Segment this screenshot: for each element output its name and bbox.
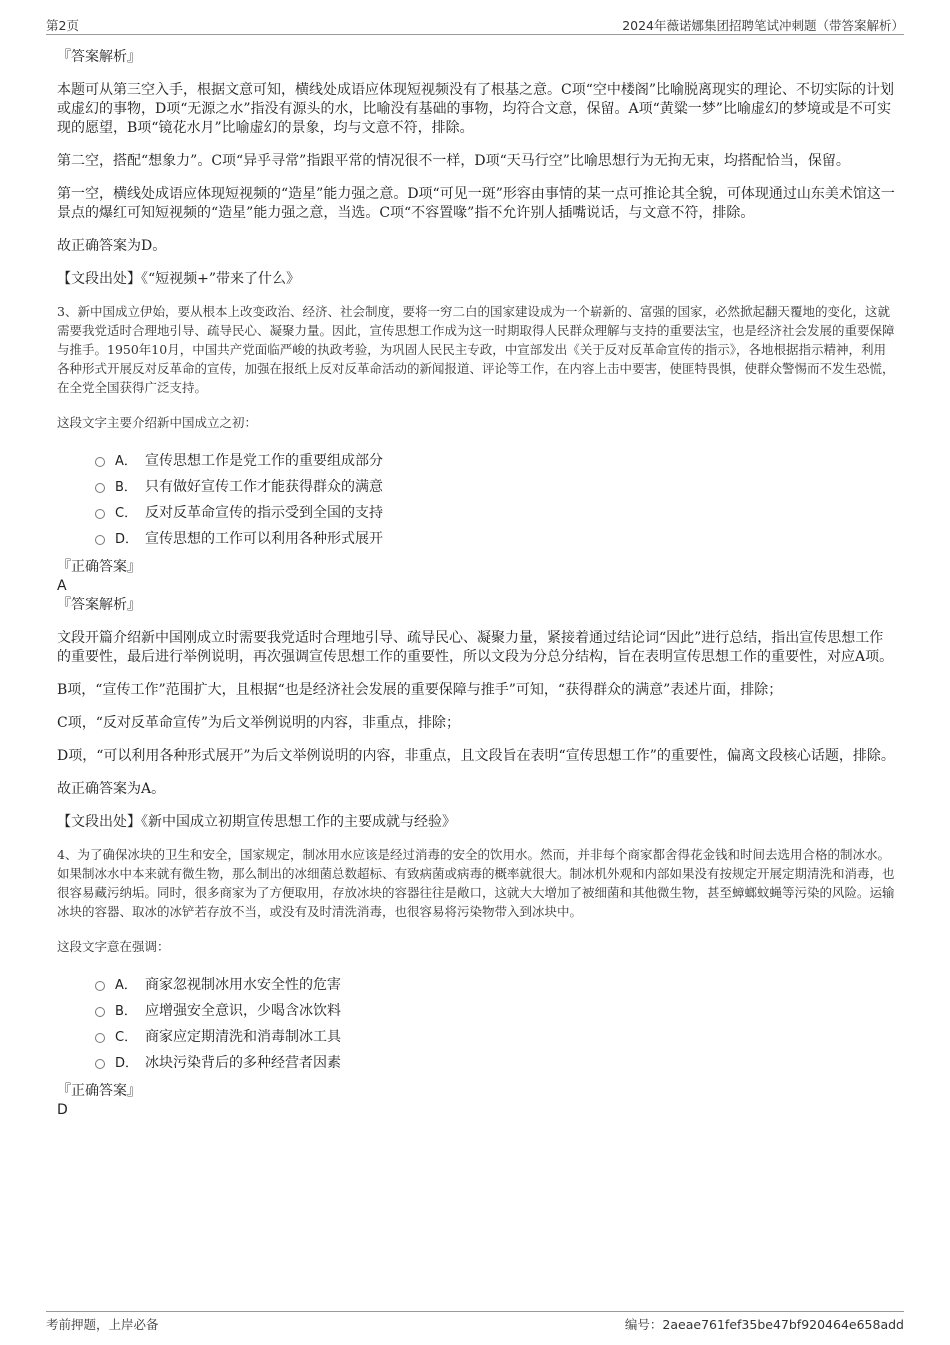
q3-analysis-label: 『答案解析』 bbox=[57, 597, 141, 613]
q3-analysis-para4: D项，“可以利用各种形式展开”为后文举例说明的内容，非重点，且文段旨在表明“宣传思想工作”的重要性，偏离文段核心话题，排除。 bbox=[57, 748, 895, 764]
page-header bbox=[46, 14, 904, 35]
footer-slogan: 考前押题，上岸必备 bbox=[46, 1317, 159, 1332]
radio-icon[interactable] bbox=[95, 535, 105, 545]
page-footer bbox=[46, 1311, 904, 1336]
q3-analysis-para2: B项，“宣传工作”范围扩大，且根据“也是经济社会发展的重要保障与推手”可知，“获得群众的满意”表述片面，排除； bbox=[57, 682, 783, 698]
q2-source: 【文段出处】《“短视频+”带来了什么》 bbox=[57, 271, 301, 287]
radio-icon[interactable] bbox=[95, 1059, 105, 1069]
document-id: 编号：2aeae761fef35be47bf920464e658add bbox=[624, 1317, 904, 1332]
page-number: 第2页 bbox=[46, 18, 79, 33]
q3-option-d[interactable]: D． 宣传思想的工作可以利用各种形式展开 bbox=[95, 526, 895, 552]
q4-options bbox=[95, 972, 895, 1076]
q3-option-c[interactable]: C． 反对反革命宣传的指示受到全国的支持 bbox=[95, 500, 895, 526]
q3-answer: A bbox=[57, 578, 67, 594]
radio-icon[interactable] bbox=[95, 509, 105, 519]
radio-icon[interactable] bbox=[95, 1033, 105, 1043]
q4-answer: D bbox=[57, 1102, 68, 1118]
q3-option-b[interactable]: B． 只有做好宣传工作才能获得群众的满意 bbox=[95, 474, 895, 500]
q4-option-c[interactable]: C． 商家应定期清洗和消毒制冰工具 bbox=[95, 1024, 895, 1050]
q4-passage: 4、为了确保冰块的卫生和安全，国家规定，制冰用水应该是经过消毒的安全的饮用水。然而，并非每个商家都舍得花金钱和时间去选用合格的制冰水。如果制冰水中本来就有微生物，那么制出的冰细菌总数超标、有致病菌或病毒的概率就很大。制冰机外观和内部如果没有按规定开展定期清洗和消毒，也很容易藏污纳垢。同时，很多商家为了方便取用，存放冰块的容器往往是敞口，这就大大增加了被细菌和其他微生物，甚至蟑螂蚊蝇等污染的风险。运输冰块的容器、取冰的冰铲若存放不当，或没有及时清洗消毒，也很容易将污染物带入到冰块中。 bbox=[57, 847, 895, 919]
q3-analysis-para1: 文段开篇介绍新中国刚成立时需要我党适时合理地引导、疏导民心、凝聚力量，紧接着通过结论词“因此”进行总结，指出宣传思想工作的重要性，最后进行举例说明，再次强调宣传思想工作的重要性，所以文段为分总分结构，旨在表明宣传思想工作的重要性，对应A项。 bbox=[57, 630, 894, 665]
q4-option-a[interactable]: A． 商家忽视制冰用水安全性的危害 bbox=[95, 972, 895, 998]
q3-source: 【文段出处】《新中国成立初期宣传思想工作的主要成就与经验》 bbox=[57, 814, 456, 830]
q3-conclusion: 故正确答案为A。 bbox=[57, 781, 166, 797]
q2-analysis-para1: 本题可从第三空入手，根据文意可知，横线处成语应体现短视频没有了根基之意。C项“空中楼阁”比喻脱离现实的理论、不切实际的计划或虚幻的事物，D项“无源之水”指没有源头的水，比喻没有基础的事物，均符合文意，保留。A项“黄粱一梦”比喻虚幻的梦境或是不可实现的愿望，B项“镜花水月”比喻虚幻的景象，均与文意不符，排除。 bbox=[57, 82, 895, 136]
q2-analysis-label: 『答案解析』 bbox=[57, 49, 141, 65]
q3-answer-label: 『正确答案』 bbox=[57, 559, 141, 575]
q3-options bbox=[95, 448, 895, 552]
radio-icon[interactable] bbox=[95, 1007, 105, 1017]
document-body bbox=[57, 48, 895, 1120]
document-title: 2024年薇诺娜集团招聘笔试冲刺题（带答案解析） bbox=[622, 18, 904, 33]
radio-icon[interactable] bbox=[95, 457, 105, 467]
radio-icon[interactable] bbox=[95, 981, 105, 991]
q4-answer-label: 『正确答案』 bbox=[57, 1083, 141, 1099]
q2-analysis-para3: 第一空，横线处成语应体现短视频的“造星”能力强之意。D项“可见一斑”形容由事情的某一点可推论其全貌，可体现通过山东美术馆这一景点的爆红可知短视频的“造星”能力强之意，当选。C项“不容置喙”指不允许别人插嘴说话，与文意不符，排除。 bbox=[57, 186, 895, 221]
q2-analysis-para2: 第二空，搭配“想象力”。C项“异乎寻常”指跟平常的情况很不一样，D项“天马行空”比喻思想行为无拘无束，均搭配恰当，保留。 bbox=[57, 153, 850, 169]
radio-icon[interactable] bbox=[95, 483, 105, 493]
q3-analysis-para3: C项，“反对反革命宣传”为后文举例说明的内容，非重点，排除； bbox=[57, 715, 461, 731]
q4-option-b[interactable]: B． 应增强安全意识，少喝含冰饮料 bbox=[95, 998, 895, 1024]
q3-option-a[interactable]: A． 宣传思想工作是党工作的重要组成部分 bbox=[95, 448, 895, 474]
q3-passage: 3、新中国成立伊始，要从根本上改变政治、经济、社会制度，要将一穷二白的国家建设成为一个崭新的、富强的国家，必然掀起翻天覆地的变化，这就需要我党适时合理地引导、疏导民心、凝聚力量。因此，宣传思想工作成为这一时期取得人民群众理解与支持的重要法宝，也是经济社会发展的重要保障与推手。1950年10月，中国共产党面临严峻的执政考验，为巩固人民民主专政，中宣部发出《关于反对反革命宣传的指示》，各地根据指示精神，利用各种形式开展反对反革命的宣传，加强在报纸上反对反革命活动的新闻报道、评论等工作，在内容上击中要害，使匪特畏惧，使群众警惕而不发生恐慌，在全党全国获得广泛支持。 bbox=[57, 304, 895, 395]
q3-stem: 这段文字主要介绍新中国成立之初： bbox=[57, 415, 258, 430]
q4-stem: 这段文字意在强调： bbox=[57, 939, 170, 954]
q4-option-d[interactable]: D． 冰块污染背后的多种经营者因素 bbox=[95, 1050, 895, 1076]
q2-conclusion: 故正确答案为D。 bbox=[57, 238, 167, 254]
